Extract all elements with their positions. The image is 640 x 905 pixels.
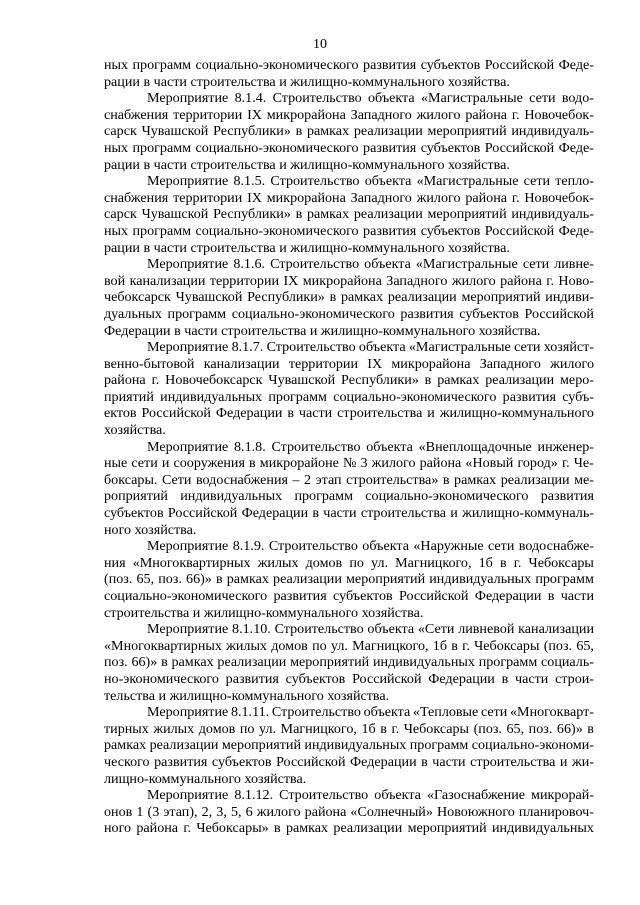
paragraph-start-line: Мероприятие 8.1.12. Строительство объекта «Газоснабжение микрорай- <box>147 787 594 804</box>
text-line: чебоксарск Чувашской Республики» в рамках реализации мероприятий индиви- <box>104 289 594 306</box>
text-line: ного хозяйства. <box>104 521 197 538</box>
text-line: ектов Российской Федерации в части строительства и жилищно-коммунального <box>104 405 594 422</box>
paragraph-start-line: Мероприятие 8.1.4. Строительство объекта «Магистральные сети водо- <box>147 90 594 107</box>
text-line: рации в части строительства и жилищно-коммунального хозяйства. <box>104 156 510 173</box>
text-line: поз. 66)» в рамках реализации мероприятий индивидуальных программ социаль- <box>104 654 594 671</box>
paragraph-start-line: Мероприятие 8.1.8. Строительство объекта «Внеплощадочные инженер- <box>147 438 594 455</box>
text-line: боксары. Сети водоснабжения – 2 этап строительства» в рамках реализации ме- <box>104 471 594 488</box>
text-line: приятий индивидуальных программ социально-экономического развития субъ- <box>104 388 594 405</box>
text-line: субъектов Российской Федерации в части строительства и жилищно-коммуналь- <box>104 505 594 522</box>
text-line: ных программ социально-экономического развития субъектов Российской Феде- <box>104 139 594 156</box>
text-line: ных программ социально-экономического развития субъектов Российской Феде- <box>104 57 594 73</box>
text-line: вой канализации территории IX микрорайона Западного жилого района г. Ново- <box>104 272 594 289</box>
text-line: сарск Чувашской Республики» в рамках реализации мероприятий индивидуаль- <box>104 123 594 140</box>
text-line: тирных жилых домов по ул. Магницкого, 1б в г. Чебоксары (поз. 65, поз. 66)» в <box>104 720 594 737</box>
text-line: но-экономического развития субъектов Российской Федерации в части строи- <box>104 670 594 687</box>
text-line: ного района г. Чебоксары» в рамках реализации мероприятий индивидуальных <box>104 820 594 837</box>
text-line: венно-бытовой канализации территории IX микрорайона Западного жилого <box>104 355 594 372</box>
paragraph-start-line: Мероприятие 8.1.5. Строительство объекта «Магистральные сети тепло- <box>147 173 594 190</box>
text-line: (поз. 65, поз. 66)» в рамках реализации мероприятий индивидуальных программ <box>104 571 594 588</box>
text-line: тельства и жилищно-коммунального хозяйства. <box>104 687 390 704</box>
text-line: ные сети и сооружения в микрорайоне № 3 жилого района «Новый город» г. Че- <box>104 455 594 472</box>
text-line: строительства и жилищно-коммунального хозяйства. <box>104 604 424 621</box>
text-line: онов 1 (3 этап), 2, 3, 5, 6 жилого района «Солнечный» Новоюжного планировоч- <box>104 803 594 820</box>
text-line: хозяйства. <box>104 422 166 439</box>
text-line: рамках реализации мероприятий индивидуальных программ социально-экономи- <box>104 737 594 754</box>
text-line: рации в части строительства и жилищно-коммунального хозяйства. <box>104 73 510 90</box>
paragraph-start-line: Мероприятие 8.1.10. Строительство объекта «Сети ливневой канализации <box>147 621 594 638</box>
text-line: лищно-коммунального хозяйства. <box>104 770 307 787</box>
paragraph-start-line: Мероприятие 8.1.7. Строительство объекта «Магистральные сети хозяйст- <box>147 339 594 356</box>
paragraph-start-line: Мероприятие 8.1.11. Строительство объекта «Тепловые сети «Многокварт- <box>147 704 594 721</box>
text-line: района г. Новочебоксарск Чувашской Республики» в рамках реализации меро- <box>104 372 594 389</box>
text-line: ных программ социально-экономического развития субъектов Российской Феде- <box>104 222 594 239</box>
document-body <box>104 57 594 837</box>
text-line: роприятий индивидуальных программ социально-экономического развития <box>104 488 594 505</box>
text-line: «Многоквартирных жилых домов по ул. Магницкого, 1б в г. Чебоксары (поз. 65, <box>104 637 594 654</box>
text-line: ческого развития субъектов Российской Федерации в части строительства и жи- <box>104 753 594 770</box>
text-line: сарск Чувашской Республики» в рамках реализации мероприятий индивидуаль- <box>104 206 594 223</box>
page-number: 10 <box>313 37 327 52</box>
text-line: дуальных программ социально-экономического развития субъектов Российской <box>104 305 594 322</box>
paragraph-start-line: Мероприятие 8.1.9. Строительство объекта «Наружные сети водоснабже- <box>147 538 594 555</box>
text-line: Федерации в части строительства и жилищно-коммунального хозяйства. <box>104 322 541 339</box>
paragraph-start-line: Мероприятие 8.1.6. Строительство объекта «Магистральные сети ливне- <box>147 256 594 273</box>
text-line: ния «Многоквартирных жилых домов по ул. Магницкого, 1б в г. Чебоксары <box>104 554 594 571</box>
text-line: рации в части строительства и жилищно-коммунального хозяйства. <box>104 239 510 256</box>
text-line: снабжения территории IX микрорайона Западного жилого района г. Новочебок- <box>104 106 594 123</box>
text-line: снабжения территории IX микрорайона Западного жилого района г. Новочебок- <box>104 189 594 206</box>
text-line: социально-экономического развития субъектов Российской Федерации в части <box>104 588 594 604</box>
